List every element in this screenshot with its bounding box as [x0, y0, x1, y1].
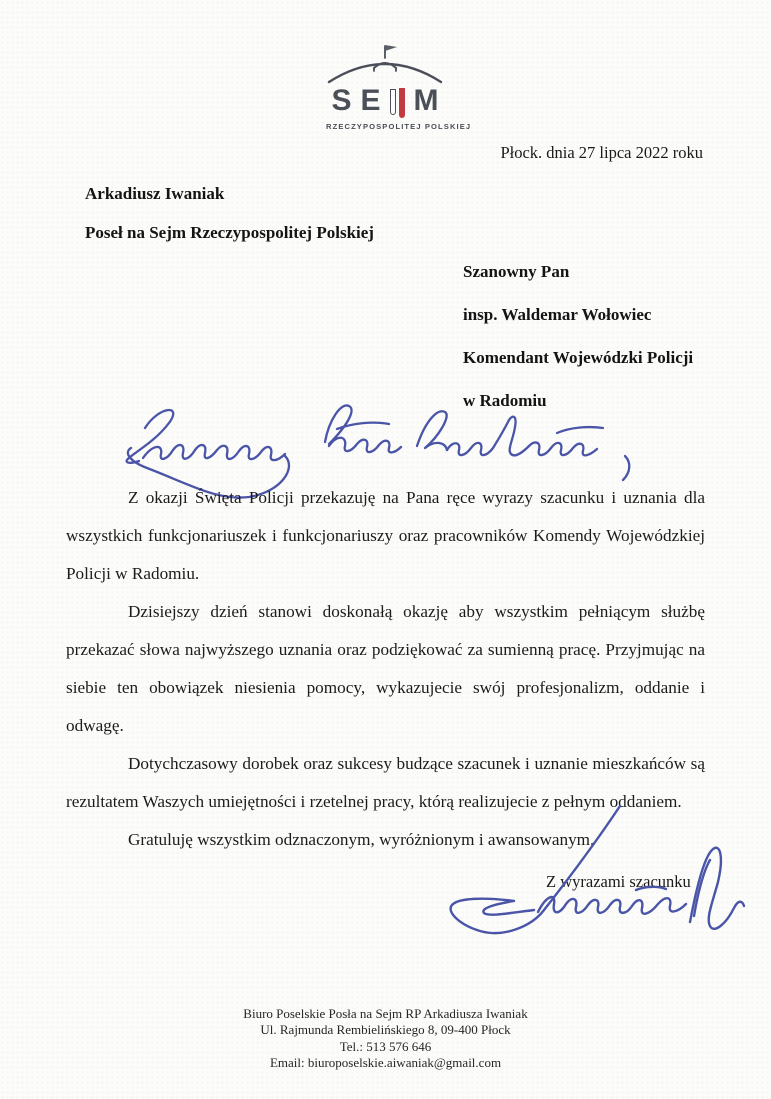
office-footer [0, 1006, 771, 1072]
sender-name: Arkadiusz Iwaniak [85, 184, 225, 203]
footer-address: Ul. Rajmunda Rembielińskiego 8, 09-400 Płock [260, 1022, 511, 1038]
date-line: Płock. dnia 27 lipca 2022 roku [500, 143, 703, 162]
body-paragraph: Dotychczasowy dorobek oraz sukcesy budzące szacunek i uznanie mieszkańców są rezultatem Waszych umiejętności i rzetelnej pracy, którą realizujecie z pełnym oddaniem. [66, 754, 705, 811]
closing-phrase: Z wyrazami szacunku [546, 872, 691, 891]
sender-title: Poseł na Sejm Rzeczypospolitej Polskiej [85, 223, 374, 242]
recipient-line: w Radomiu [463, 391, 547, 410]
recipient-line: Komendant Wojewódzki Policji [463, 348, 694, 367]
sejm-letter-m: M [413, 84, 448, 117]
recipient-line: Szanowny Pan [463, 262, 570, 281]
recipient-line: insp. Waldemar Wołowiec [463, 305, 652, 324]
sejm-dome-icon [326, 40, 444, 84]
recipient-block [463, 262, 693, 434]
sejm-logo-subtitle: RZECZYPOSPOLITEJ POLSKIEJ [326, 122, 472, 131]
sejm-wordmark [326, 84, 448, 117]
footer-office-name: Biuro Poselskie Posła na Sejm RP Arkadiusza Iwaniak [243, 1006, 528, 1021]
footer-phone: Tel.: 513 576 646 [339, 1038, 432, 1054]
sejm-logo [326, 40, 472, 131]
body-paragraph: Dzisiejszy dzień stanowi doskonałą okazję aby wszystkim pełniącym służbę przekazać słowa najwyższego uznania oraz podziękować za sumienną pracę. Przyjmując na siebie ten obowiązek niesienia pomocy, wykazujecie swój profesjonalizm, oddanie i odwagę. [66, 602, 705, 735]
letter-body [66, 479, 705, 859]
body-paragraph: Z okazji Święta Policji przekazuję na Pana ręce wyrazy szacunku i uznania dla wszystkich funkcjonariuszek i funkcjonariuszy oraz pracowników Komendy Wojewódzkiej Policji w Radomiu. [66, 488, 705, 583]
footer-email: Email: biuroposelskie.aiwaniak@gmail.com [269, 1055, 502, 1071]
sender-block [85, 184, 374, 243]
body-paragraph: Gratuluję wszystkim odznaczonym, wyróżnionym i awansowanym. [128, 830, 595, 849]
sejm-letter-j-flag-icon [390, 85, 405, 115]
sejm-letters-se: SE [331, 84, 390, 117]
